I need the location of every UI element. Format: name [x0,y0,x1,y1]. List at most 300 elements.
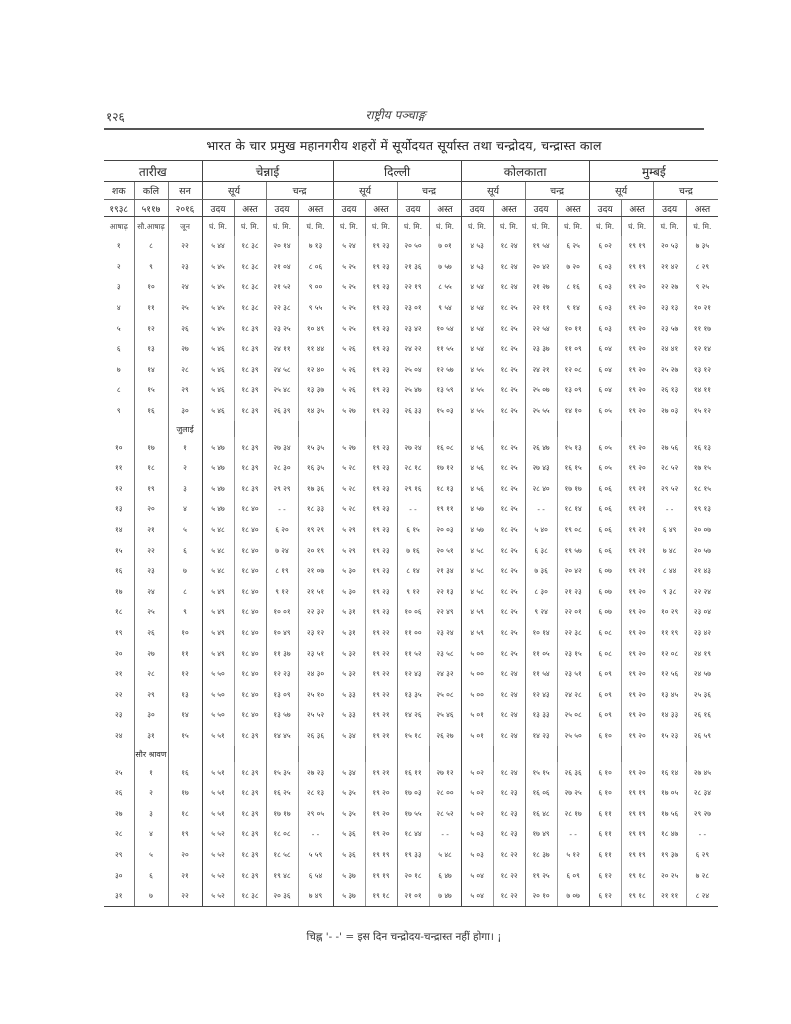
empty-cell [234,421,266,437]
table-row [104,479,718,500]
chennai-moon-set: १७ ३६ [298,479,333,500]
delhi-sun-set: १९ २३ [365,380,397,401]
date-san: ८ [168,582,202,603]
mumbai-moon-set: २७ ४५ [686,762,718,783]
date-shaka: २९ [115,849,123,859]
table-row [104,561,718,582]
delhi-sun-set: १९ १९ [365,845,397,866]
kolkata-sun-set: १८ २४ [493,762,525,783]
mumbai-moon-rise: १२ ०८ [653,643,686,664]
kolkata-moon-set: २१ २३ [557,582,589,603]
chennai-sun-set: १८ ३८ [234,277,266,298]
table-row [104,339,718,360]
delhi-moon-set: २२ ४९ [429,602,461,623]
delhi-moon-set: ६ ४७ [429,865,461,886]
kolkata-moon-rise: २६ ४७ [525,437,557,458]
mumbai-moon-set: २० ५७ [686,540,718,561]
table-row [104,783,718,804]
date-san: २३ [168,257,202,278]
delhi-sun-rise: ५ ३७ [333,865,365,886]
kolkata-sun-rise: ४ ५४ [461,339,493,360]
chennai-moon-rise: १८ ०८ [266,824,298,845]
unit-label: घं. मि. [621,217,653,237]
chennai-moon-rise: १६ २५ [266,783,298,804]
chennai-moon-set: १५ ३५ [298,437,333,458]
kolkata-moon-rise: १० १४ [525,623,557,644]
chennai-moon-rise: २५ ४८ [266,380,298,401]
rise-header: उदय [397,200,429,217]
chennai-moon-set: २५ १० [298,684,333,705]
city-header-delhi: दिल्ली [333,161,461,182]
delhi-sun-rise: ५ २५ [333,318,365,339]
chennai-moon-set: ९ ०० [298,277,333,298]
delhi-sun-rise: ५ ३१ [333,602,365,623]
table-row [104,360,718,381]
chennai-moon-set: ६ ५४ [298,865,333,886]
chennai-moon-rise: - - [266,499,298,520]
mumbai-moon-set: २३ ०४ [686,602,718,623]
city-header-chennai: चेन्नाई [202,161,333,182]
kolkata-sun-rise: ४ ५९ [461,623,493,644]
mumbai-sun-rise: ६ ०२ [589,236,621,257]
mumbai-sun-set: १९ २१ [621,479,653,500]
chennai-moon-set: ११ ४४ [298,339,333,360]
empty-cell [234,746,266,762]
date-kali: १४ [134,360,168,381]
table-row [104,437,718,458]
mumbai-moon-rise: १४ ३३ [653,705,686,726]
date-shaka: २८ [115,829,123,839]
kolkata-moon-set: ७ ०७ [557,886,589,907]
mumbai-sun-rise: ६ ०६ [589,479,621,500]
mumbai-sun-rise: ६ ०३ [589,318,621,339]
delhi-moon-rise: २३ ०१ [397,298,429,319]
date-shaka: ३० [115,870,123,880]
chennai-moon-set: १८ ३३ [298,499,333,520]
mumbai-sun-set: १९ २० [621,360,653,381]
date-san: ३० [168,401,202,422]
mumbai-moon-rise: २९ ५२ [653,479,686,500]
kolkata-sun-rise: ४ ५९ [461,602,493,623]
mumbai-sun-rise: ६ १२ [589,865,621,886]
chennai-sun-set: १८ ४० [234,499,266,520]
date-san: २४ [168,277,202,298]
kolkata-sun-rise: ४ ५३ [461,257,493,278]
mumbai-moon-rise: १५ २३ [653,726,686,747]
kolkata-sun-set: १८ २३ [493,803,525,824]
kolkata-moon-rise: २४ २१ [525,360,557,381]
delhi-sun-set: १९ २१ [365,762,397,783]
chennai-moon-set: २१ ०७ [298,561,333,582]
kolkata-moon-set: १३ ०९ [557,380,589,401]
kolkata-sun-set: १८ २५ [493,401,525,422]
mumbai-moon-set: २६ १६ [686,705,718,726]
mumbai-moon-rise: १६ १४ [653,762,686,783]
sun-header: सूर्य [461,182,525,200]
chennai-sun-rise: ५ ४६ [202,339,234,360]
date-san: १२ [168,664,202,685]
mumbai-sun-set: १९ २० [621,318,653,339]
date-san: १८ [168,803,202,824]
mumbai-sun-rise: ६ १२ [589,886,621,907]
kolkata-moon-rise: २२ ११ [525,298,557,319]
table-row [104,623,718,644]
table-row [104,540,718,561]
date-kali: २८ [134,664,168,685]
mumbai-moon-set: २९ २७ [686,803,718,824]
mumbai-sun-rise: ६ ०४ [589,360,621,381]
chennai-moon-set: २६ ३६ [298,726,333,747]
delhi-sun-set: १९ २२ [365,643,397,664]
empty-cell [104,746,134,762]
chennai-sun-rise: ५ ५१ [202,803,234,824]
kolkata-moon-rise: २५ ०७ [525,380,557,401]
chennai-moon-rise: २६ ३९ [266,401,298,422]
delhi-sun-set: १९ २३ [365,499,397,520]
empty-cell [168,746,202,762]
empty-cell [333,746,365,762]
chennai-sun-rise: ५ ४८ [202,540,234,561]
delhi-moon-set: ७ ४७ [429,886,461,907]
kolkata-moon-rise: १९ २५ [525,865,557,886]
kolkata-moon-set: २० ४२ [557,561,589,582]
delhi-moon-set: ८ ५५ [429,277,461,298]
delhi-moon-rise: २६ ३३ [397,401,429,422]
kolkata-moon-set: ९ १४ [557,298,589,319]
mumbai-sun-set: १९ २० [621,643,653,664]
chennai-sun-rise: ५ ४६ [202,401,234,422]
mumbai-sun-rise: ६ १० [589,726,621,747]
table-row [104,298,718,319]
kolkata-sun-rise: ४ ५७ [461,520,493,541]
mumbai-moon-set: १२ १४ [686,339,718,360]
kolkata-moon-rise: ११ ०५ [525,643,557,664]
table-row [104,582,718,603]
chennai-sun-rise: ५ ५२ [202,886,234,907]
kolkata-moon-set: १० ११ [557,318,589,339]
era-year-kali: ५११७ [134,200,168,217]
chennai-moon-rise: ११ ३७ [266,643,298,664]
delhi-sun-rise: ५ ३३ [333,705,365,726]
mumbai-moon-rise: १० २९ [653,602,686,623]
date-shaka: २६ [115,788,123,798]
empty-cell [134,421,168,437]
date-kali: ५ [134,845,168,866]
unit-label: घं. मि. [202,217,234,237]
date-shaka: १७ [115,586,123,596]
date-kali: ७ [134,886,168,907]
era-label-kali: कलि [134,182,168,200]
mumbai-sun-set: १९ १९ [621,803,653,824]
chennai-sun-rise: ५ ५० [202,684,234,705]
rise-header: उदय [589,200,621,217]
date-kali: १८ [134,458,168,479]
mumbai-sun-rise: ६ ११ [589,824,621,845]
date-san: २२ [168,236,202,257]
kolkata-sun-set: १८ २५ [493,499,525,520]
kolkata-sun-set: १८ २४ [493,277,525,298]
table-row [104,684,718,705]
chennai-moon-set: १९ २९ [298,520,333,541]
kolkata-sun-set: १८ २४ [493,684,525,705]
delhi-moon-rise: १० ०६ [397,602,429,623]
chennai-moon-set: ८ ०६ [298,257,333,278]
date-kali: २१ [134,520,168,541]
delhi-sun-set: १९ २३ [365,458,397,479]
kolkata-moon-rise: २८ ४० [525,479,557,500]
delhi-moon-set: २६ २७ [429,726,461,747]
date-shaka: ४ [116,303,121,313]
delhi-moon-set: ९ ५४ [429,298,461,319]
set-header: अस्त [621,200,653,217]
kolkata-sun-rise: ४ ५५ [461,360,493,381]
rise-header: उदय [525,200,557,217]
rise-header: उदय [266,200,298,217]
kolkata-moon-rise: २७ ४३ [525,458,557,479]
delhi-moon-rise: ११ ५२ [397,643,429,664]
chennai-sun-set: १८ ३९ [234,762,266,783]
delhi-sun-set: १९ २२ [365,684,397,705]
chennai-moon-set: २५ ५२ [298,705,333,726]
delhi-moon-set: २८ ५२ [429,803,461,824]
empty-cell [365,421,397,437]
delhi-sun-set: १९ २२ [365,623,397,644]
delhi-sun-rise: ५ ३७ [333,886,365,907]
delhi-sun-rise: ५ ३५ [333,803,365,824]
date-kali: १२ [134,318,168,339]
unit-label: घं. मि. [397,217,429,237]
mumbai-moon-rise: ७ ४८ [653,540,686,561]
kolkata-sun-set: १८ २४ [493,236,525,257]
mumbai-sun-rise: ६ ०५ [589,437,621,458]
chennai-sun-rise: ५ ५२ [202,865,234,886]
table-row [104,257,718,278]
mumbai-sun-set: १९ २० [621,339,653,360]
table-row [104,705,718,726]
date-san: १० [168,623,202,644]
kolkata-sun-set: १८ २५ [493,540,525,561]
rise-header: उदय [202,200,234,217]
mumbai-moon-set: ६ २९ [686,845,718,866]
delhi-sun-set: १९ २३ [365,602,397,623]
chennai-sun-set: १८ ३९ [234,380,266,401]
date-shaka: ३१ [104,886,134,907]
date-kali: १० [134,277,168,298]
kolkata-sun-set: १८ २३ [493,783,525,804]
delhi-moon-set: १२ ५७ [429,360,461,381]
kolkata-sun-rise: ५ ०१ [461,705,493,726]
delhi-moon-set: ११ ५५ [429,339,461,360]
delhi-moon-rise: २३ ४२ [397,318,429,339]
mumbai-sun-rise: ६ ०३ [589,298,621,319]
kolkata-sun-set: १८ २२ [493,886,525,907]
month-change-row [104,746,718,762]
chennai-moon-rise: १९ ४८ [266,865,298,886]
delhi-moon-rise: १८ ४४ [397,824,429,845]
kolkata-moon-rise: २२ ५४ [525,318,557,339]
empty-cell [589,421,621,437]
mumbai-moon-set: २८ ३४ [686,783,718,804]
kolkata-sun-set: १८ २५ [493,582,525,603]
delhi-sun-set: १९ २३ [365,360,397,381]
chennai-moon-set: १२ ४० [298,360,333,381]
kolkata-moon-set: १८ १४ [557,499,589,520]
mumbai-sun-set: १९ २० [621,582,653,603]
date-shaka: १२ [115,483,123,493]
delhi-sun-set: १९ २३ [365,582,397,603]
chennai-moon-rise: २९ २९ [266,479,298,500]
chennai-moon-set: ७ ४९ [298,886,333,907]
mumbai-sun-rise: ६ ०५ [589,401,621,422]
date-kali: ११ [134,298,168,319]
kolkata-moon-set: ६ ०९ [557,865,589,886]
chennai-moon-set: २८ १३ [298,783,333,804]
chennai-moon-set: ७ १३ [298,236,333,257]
delhi-sun-rise: ५ २९ [333,540,365,561]
kolkata-moon-rise: १६ ०६ [525,783,557,804]
mumbai-moon-rise: १९ ३७ [653,845,686,866]
era-label-shaka: शक [104,182,134,200]
sun-header: सूर्य [333,182,397,200]
kolkata-moon-rise: ९ २४ [525,602,557,623]
delhi-sun-set: १९ २१ [365,726,397,747]
kolkata-sun-set: १८ २५ [493,458,525,479]
chennai-moon-set: २३ १२ [298,623,333,644]
kolkata-sun-rise: ४ ५८ [461,540,493,561]
date-kali: २५ [134,602,168,623]
unit-label: घं. मि. [365,217,397,237]
mumbai-moon-rise: ८ ४४ [653,561,686,582]
date-kali: २७ [134,643,168,664]
delhi-moon-rise: १९ ३३ [397,845,429,866]
mumbai-sun-rise: ६ ०६ [589,540,621,561]
table-row [104,803,718,824]
kolkata-sun-rise: ५ ०२ [461,783,493,804]
mumbai-moon-rise: २० २५ [653,865,686,886]
delhi-sun-rise: ५ ३२ [333,664,365,685]
date-kali: ६ [134,865,168,886]
set-header: अस्त [429,200,461,217]
mumbai-sun-set: १९ २१ [621,499,653,520]
chennai-sun-set: १८ ३८ [234,886,266,907]
chennai-moon-rise: १३ ५७ [266,705,298,726]
mumbai-moon-rise: २१ ४२ [653,257,686,278]
set-header: अस्त [686,200,718,217]
mumbai-sun-rise: ६ ०३ [589,277,621,298]
mumbai-sun-rise: ६ ०६ [589,499,621,520]
delhi-sun-rise: ५ ३४ [333,762,365,783]
delhi-moon-rise: ९ १२ [397,582,429,603]
date-shaka: ११ [115,463,123,473]
delhi-moon-set: २४ ३२ [429,664,461,685]
chennai-sun-rise: ५ ५० [202,664,234,685]
chennai-sun-rise: ५ ४८ [202,520,234,541]
empty-cell [557,746,589,762]
date-kali: २० [134,499,168,520]
empty-cell [589,746,621,762]
mumbai-moon-set: ७ ३५ [686,236,718,257]
mumbai-moon-rise: - - [653,499,686,520]
date-kali: १९ [134,479,168,500]
delhi-sun-set: १९ २३ [365,298,397,319]
kolkata-sun-rise: ४ ५८ [461,582,493,603]
kolkata-moon-rise: १५ १५ [525,762,557,783]
delhi-moon-set: १६ ०८ [429,437,461,458]
set-header: अस्त [365,200,397,217]
chennai-moon-rise: २३ २५ [266,318,298,339]
delhi-moon-set: २७ १२ [429,762,461,783]
kolkata-moon-rise: १४ २३ [525,726,557,747]
mumbai-moon-set: २२ २४ [686,582,718,603]
delhi-moon-rise: १७ ५५ [397,803,429,824]
delhi-moon-set: ७ ०१ [429,236,461,257]
delhi-sun-set: १९ २२ [365,664,397,685]
unit-label: घं. मि. [589,217,621,237]
date-shaka: १३ [115,504,123,514]
chennai-sun-rise: ५ ५० [202,705,234,726]
chennai-sun-set: १८ ३९ [234,726,266,747]
delhi-sun-rise: ५ ३३ [333,684,365,705]
delhi-moon-set: २५ ४६ [429,705,461,726]
delhi-sun-rise: ५ २५ [333,277,365,298]
kolkata-moon-set: २३ ५१ [557,664,589,685]
kolkata-moon-set: १२ ०८ [557,360,589,381]
kolkata-sun-rise: ५ ०१ [461,726,493,747]
date-san: १ [168,437,202,458]
mumbai-sun-rise: ६ ०८ [589,623,621,644]
chennai-moon-rise: १२ २३ [266,664,298,685]
delhi-sun-set: १९ २३ [365,437,397,458]
mumbai-moon-rise: ६ ४९ [653,520,686,541]
date-san: ६ [168,540,202,561]
table-row [104,401,718,422]
delhi-moon-rise: २२ १९ [397,277,429,298]
delhi-sun-rise: ५ २५ [333,257,365,278]
mumbai-moon-set: ८ २९ [686,257,718,278]
kolkata-moon-rise: ११ ५४ [525,664,557,685]
kolkata-moon-set: १७ १७ [557,479,589,500]
mumbai-moon-rise: १२ ५६ [653,664,686,685]
empty-cell [493,746,525,762]
set-header: अस्त [493,200,525,217]
kolkata-moon-rise: ६ ३८ [525,540,557,561]
mumbai-moon-set: ८ २४ [686,886,718,907]
delhi-moon-rise: १७ ०३ [397,783,429,804]
rise-header: उदय [461,200,493,217]
chennai-sun-set: १८ ४० [234,705,266,726]
empty-cell [686,746,718,762]
delhi-sun-set: १९ २३ [365,540,397,561]
mumbai-sun-rise: ६ ०९ [589,705,621,726]
table-row [104,664,718,685]
delhi-sun-set: १९ २३ [365,318,397,339]
mumbai-moon-rise: ९ ३८ [653,582,686,603]
delhi-sun-set: १९ २३ [365,479,397,500]
date-shaka: ६ [116,344,121,354]
kolkata-sun-rise: ४ ५६ [461,479,493,500]
date-shaka: १६ [115,566,123,576]
unit-label: घं. मि. [234,217,266,237]
mumbai-sun-set: १९ २० [621,664,653,685]
date-kali: ४ [134,824,168,845]
delhi-moon-rise: ७ १६ [397,540,429,561]
unit-label: घं. मि. [653,217,686,237]
mumbai-moon-set: १९ १३ [686,499,718,520]
chennai-moon-set: २९ ०५ [298,803,333,824]
empty-cell [429,421,461,437]
mumbai-moon-set: ११ १७ [686,318,718,339]
empty-cell [202,421,234,437]
